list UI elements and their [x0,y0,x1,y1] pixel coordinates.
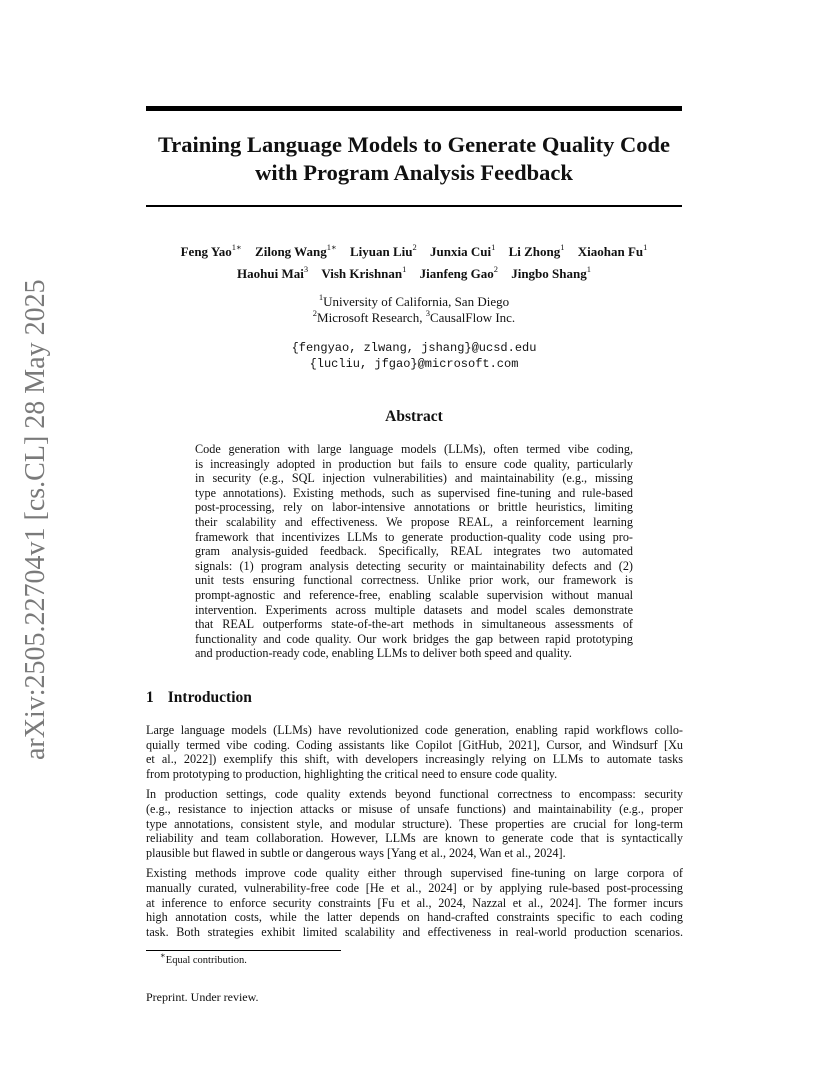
abstract-line: type annotations). Existing methods, such as supervised fine-tuning and rule-based [195,485,633,500]
paragraph [146,723,683,781]
author: Xiaohan Fu$^1$ [577,241,648,259]
text-line: et al., 2022]) exemplify this shift, with developers increasingly relying on LLMs to automate tasks [146,752,683,767]
text-line: from prototyping to production, highlighting the critical need to ensure code quality. [146,766,558,781]
text-line: Existing methods improve code quality either through supervised fine-tuning on large corpora of [146,866,683,881]
text-line: task. Both strategies exhibit limited scalability and effectiveness in real-world production scenarios. [146,924,683,939]
section-heading [146,689,252,707]
text-line: manually curated, vulnerability-free code [He et al., 2024] or by applying rule-based post-processing [146,880,683,895]
text-line: at inference to enforce security constraints [Fu et al., 2024, Nazzal et al., 2024]. The former incurs [146,895,683,910]
preprint-note: Preprint. Under review. [146,990,259,1004]
abstract-line: and production-ready code, enabling LLMs to deliver both speed and quality. [195,646,572,661]
text-line: type annotations, consistent style, and modular structure). These properties are crucial for long-term [146,816,683,831]
arxiv-stamp: arXiv:2505.22704v1 [cs.CL] 28 May 2025 [20,279,51,760]
abstract-body [195,442,633,661]
paragraph [146,787,683,860]
email-block [100,340,728,372]
abstract-line: that REAL outperforms state-of-the-art methods in simultaneous assessments of [195,617,633,632]
footnote: ∗Equal contribution. [160,949,247,966]
abstract-line: intervention. Experiments across multiple datasets and model scales demonstrate [195,602,633,617]
author: Liyuan Liu$^2$ [349,241,417,259]
footnote-rule [146,950,341,951]
author-row [100,241,728,263]
abstract-heading: Abstract [385,408,443,425]
abstract-line: in security (e.g., SQL injection vulnerabilities) and maintainability (e.g., missing [195,471,633,486]
text-line: Large language models (LLMs) have revolutionized code generation, enabling rapid workflows collo- [146,723,683,737]
text-line: reliability and team collaboration. However, LLMs are known to generate code that is syntactically [146,831,683,846]
abstract-line: post-processing, rely on labor-intensive annotations or brittle heuristics, limiting [195,500,633,515]
title-line: with Program Analysis Feedback [255,160,573,185]
abstract-line: functionality and code quality. Our work bridges the gap between rapid prototyping [195,631,633,646]
author: Zilong Wang$^{1∗}$ [255,241,337,259]
section-number: 1 [146,689,154,706]
abstract-line: is increasingly adopted in production but fails to ensure code quality, particularly [195,456,633,471]
abstract-line: their scalability and effectiveness. We propose REAL, a reinforcement learning [195,514,633,529]
author: Li Zhong$^1$ [508,241,565,259]
title-top-rule [146,106,682,111]
author-row [100,263,728,285]
text-line: quially termed vibe coding. Coding assistants like Copilot [GitHub, 2021], Cursor, and Windsurf [Xu [146,737,683,752]
text-line: high annotation costs, while the latter depends on hand-crafted constraints specific to each coding [146,910,683,925]
affiliation-line: $^1$University of California, San Diego [318,291,510,309]
author: Haohui Mai$^3$ [237,263,309,281]
text-line: In production settings, code quality extends beyond functional correctness to encompass: security [146,787,683,802]
author: Feng Yao$^{1∗}$ [180,241,242,259]
affiliations [100,291,728,326]
email-line: {lucliu, jfgao}@microsoft.com [309,357,519,371]
author: Jingbo Shang$^1$ [511,263,591,281]
abstract-line: signals: (1) program analysis detecting security or maintainability defects and (2) [195,558,633,573]
affiliation-line: $^2$Microsoft Research, $^3$CausalFlow Inc. [312,307,516,325]
title-bottom-rule [146,205,682,207]
abstract-line: framework that incentivizes LLMs to generate production-quality code using pro- [195,529,633,544]
paragraph [146,866,683,939]
paper-title [100,131,728,187]
abstract-line: unit tests ensuring functional correctness. Unlike prior work, our framework is [195,573,633,588]
author: Jianfeng Gao$^2$ [419,263,498,281]
author-list [100,241,728,285]
title-line: Training Language Models to Generate Quality Code [157,132,671,157]
text-line: plausible but flawed in subtle or dangerous ways [Yang et al., 2024, Wan et al., 2024]. [146,845,566,860]
introduction-body [146,723,683,945]
section-title: Introduction [167,689,252,706]
author: Junxia Cui$^1$ [430,241,496,259]
abstract-line: prompt-agnostic and reference-free, enabling scalable supervision without manual [195,587,633,602]
email-line: {fengyao, zlwang, jshang}@ucsd.edu [291,341,537,355]
author: Vish Krishnan$^1$ [321,263,407,281]
abstract-line: Code generation with large language models (LLMs), often termed vibe coding, [195,442,633,456]
text-line: (e.g., resistance to injection attacks or misuse of unsafe functions) and maintainability (e.g., proper [146,801,683,816]
abstract-line: gram analysis-guided feedback. Specifically, REAL integrates two automated [195,544,633,559]
